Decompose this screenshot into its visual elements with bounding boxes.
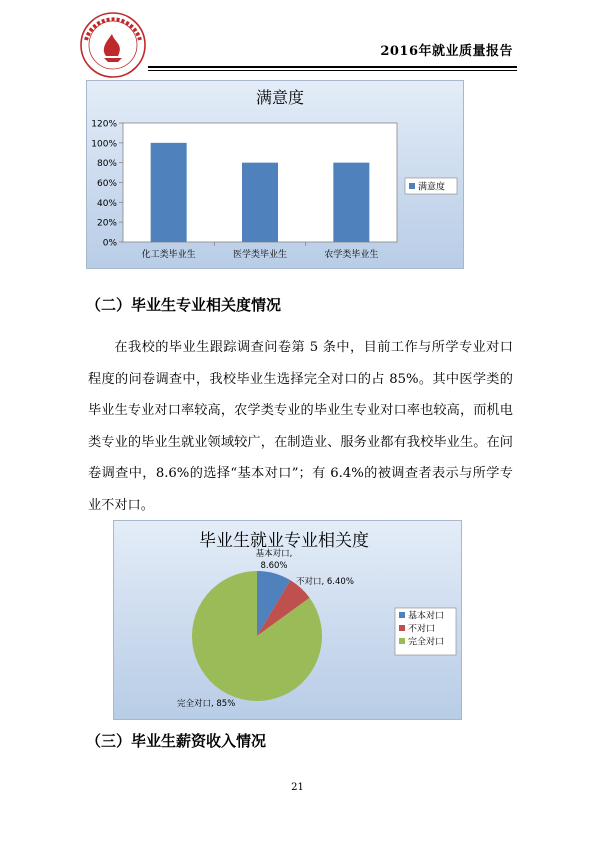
legend-label: 满意度 — [418, 182, 446, 193]
data-label-basic-value: 8.60% — [260, 561, 288, 571]
report-title: 2016年就业质量报告 — [380, 44, 513, 59]
bar-chart — [87, 81, 463, 268]
legend-swatch — [399, 638, 405, 644]
chart-title: 满意度 — [255, 88, 305, 107]
section-heading: （三）毕业生薪资收入情况 — [86, 732, 267, 750]
bar — [333, 163, 369, 242]
header-rule — [148, 66, 517, 68]
section-heading: （二）毕业生专业相关度情况 — [86, 296, 282, 314]
pie-chart-box — [113, 520, 462, 720]
bar-chart-box — [86, 80, 464, 269]
legend-swatch — [409, 183, 415, 189]
data-label-full: 完全对口, 85% — [177, 699, 236, 709]
y-tick-label: 120% — [91, 119, 117, 130]
y-tick-label: 100% — [91, 139, 117, 150]
x-tick-label: 化工类毕业生 — [141, 250, 196, 260]
pie-chart — [114, 521, 461, 719]
y-tick-label: 20% — [96, 218, 117, 229]
x-tick-label: 医学类毕业生 — [232, 250, 288, 260]
chart-title: 毕业生就业专业相关度 — [199, 531, 369, 551]
legend-label: 基本对口 — [408, 611, 445, 622]
paragraph-text: 在我校的毕业生跟踪调查问卷第 5 条中，目前工作与所学专业对口程度的问卷调查中，我校毕业生选择完全对口的占 85%。其中医学类的毕业生专业对口率较高，农学类专业的毕业生专业对口率也较高，而机电类专业的毕业生就业领域较广，在制造业、服务业都有我校毕业生。在问卷调查中，8.6%的选择“基本对口”；有 6.4%的被调查者表示与所学专业不对口。 — [88, 340, 513, 513]
body-paragraph — [88, 332, 513, 521]
data-label-not: 不对口, 6.40% — [296, 577, 354, 587]
y-tick-label: 0% — [102, 238, 117, 249]
data-label-basic: 基本对口, — [255, 549, 293, 559]
legend-swatch — [399, 625, 405, 631]
legend-label: 不对口 — [408, 624, 436, 635]
legend-label: 完全对口 — [408, 637, 445, 648]
y-tick-label: 80% — [96, 159, 117, 170]
legend-swatch — [399, 612, 405, 618]
school-logo — [78, 10, 148, 80]
bar — [242, 163, 278, 242]
header-rule-thin — [148, 70, 517, 71]
y-tick-label: 60% — [96, 179, 117, 189]
page-number: 21 — [291, 782, 304, 793]
y-tick-label: 40% — [96, 198, 117, 209]
bar — [151, 143, 187, 242]
x-tick-label: 农学类毕业生 — [324, 250, 379, 260]
